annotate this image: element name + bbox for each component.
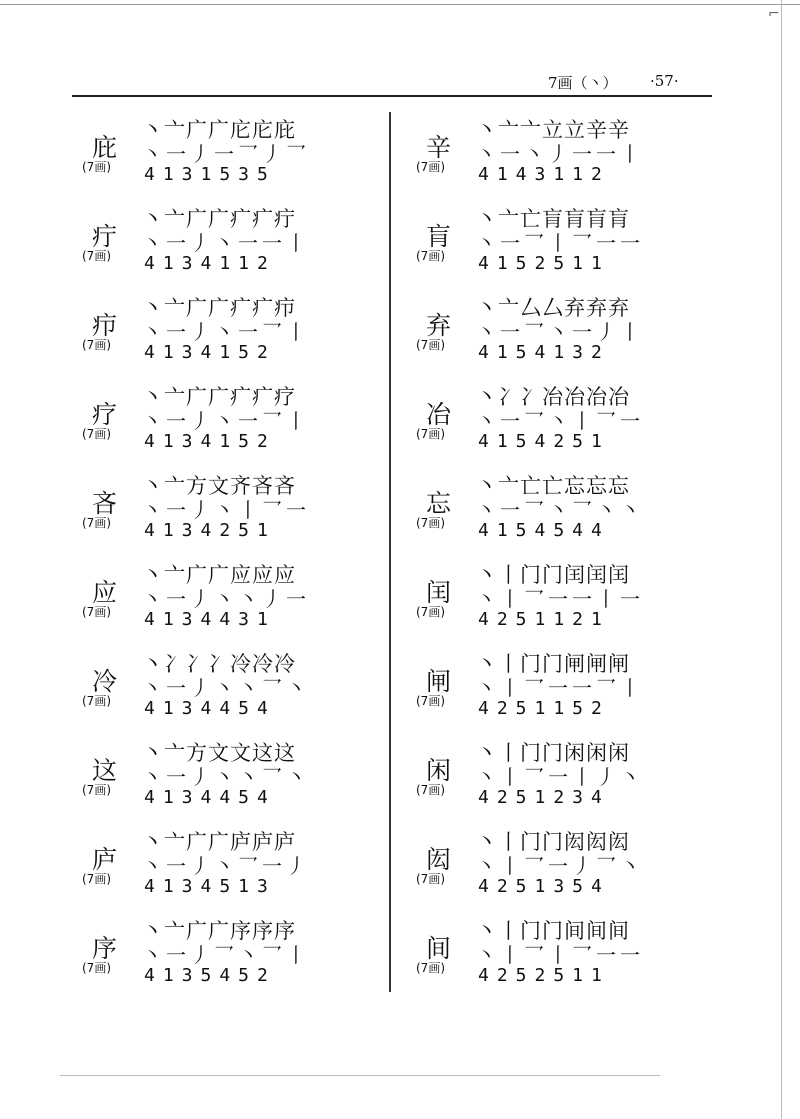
stroke-codes: 4251152 (478, 698, 610, 719)
stroke-count: (7画) (416, 249, 445, 263)
headword: 庇 (92, 133, 118, 162)
char-entry (78, 108, 378, 197)
headword: 忘 (426, 489, 452, 518)
stroke-codes: 4134251 (144, 520, 276, 541)
stroke-build-sequence: 丶丨门门闰闰闰 (476, 563, 630, 587)
stroke-codes: 4154132 (478, 342, 610, 363)
left-column (78, 108, 378, 998)
stroke-count: (7画) (82, 160, 111, 174)
stroke-shapes: 丶一丿丶一一丨 (142, 231, 310, 255)
stroke-codes: 4134454 (144, 787, 276, 808)
stroke-shapes: 丶一丿丶丶丿一 (142, 587, 310, 611)
stroke-codes: 4135452 (144, 965, 276, 986)
headword: 应 (92, 578, 118, 607)
stroke-count: (7画) (82, 872, 111, 886)
char-entry (412, 909, 712, 998)
stroke-build-sequence: 丶冫冫冫冷冷冷 (142, 652, 296, 676)
stroke-count: (7画) (416, 427, 445, 441)
stroke-count: (7画) (82, 694, 111, 708)
stroke-build-sequence: 丶丨门门闲闲闲 (476, 741, 630, 765)
stroke-codes: 4134431 (144, 609, 276, 630)
headword: 辛 (426, 133, 452, 162)
stroke-count: (7画) (416, 872, 445, 886)
stroke-build-sequence: 丶亠亠立立辛辛 (476, 118, 630, 142)
stroke-shapes: 丶一乛丶一丿丨 (476, 320, 644, 344)
stroke-codes: 4134513 (144, 876, 276, 897)
stroke-count: (7画) (82, 338, 111, 352)
stroke-shapes: 丶一丿一乛丿乛 (142, 142, 310, 166)
stroke-count: (7画) (416, 783, 445, 797)
stroke-count: (7画) (416, 694, 445, 708)
page-top-edge (0, 4, 800, 5)
stroke-build-sequence: 丶亠广广应应应 (142, 563, 296, 587)
stroke-count: (7画) (416, 338, 445, 352)
stroke-codes: 4143112 (478, 164, 610, 185)
stroke-count: (7画) (82, 427, 111, 441)
stroke-codes: 4134152 (144, 431, 276, 452)
stroke-codes: 4251354 (478, 876, 610, 897)
char-entry (78, 642, 378, 731)
char-entry (412, 464, 712, 553)
headword: 闸 (426, 667, 452, 696)
headword: 这 (92, 756, 118, 785)
char-entry (412, 375, 712, 464)
stroke-count: (7画) (416, 961, 445, 975)
headword: 疖 (92, 311, 118, 340)
stroke-shapes: 丶丨乛一一乛丨 (476, 676, 644, 700)
headword: 序 (92, 934, 118, 963)
headword: 疔 (92, 222, 118, 251)
corner-mark: ⌐ (768, 6, 780, 22)
stroke-build-sequence: 丶亠亡亡忘忘忘 (476, 474, 630, 498)
headword: 冶 (426, 400, 452, 429)
stroke-codes: 4251121 (478, 609, 610, 630)
stroke-count: (7画) (416, 605, 445, 619)
stroke-build-sequence: 丶亠广广疒疒疔 (142, 207, 296, 231)
stroke-codes: 4134112 (144, 253, 276, 274)
section-title: 7画（丶） (548, 74, 618, 92)
stroke-codes: 4134152 (144, 342, 276, 363)
stroke-codes: 4134454 (144, 698, 276, 719)
stroke-codes: 4152511 (478, 253, 610, 274)
char-entry (78, 375, 378, 464)
char-entry (412, 731, 712, 820)
stroke-shapes: 丶一乛丶乛丶丶 (476, 498, 644, 522)
header-rule (72, 95, 712, 97)
headword: 弃 (426, 311, 452, 340)
headword: 吝 (92, 489, 118, 518)
stroke-shapes: 丶一乛丶丨乛一 (476, 409, 644, 433)
stroke-build-sequence: 丶亠亡肓肓肓肓 (476, 207, 630, 231)
stroke-build-sequence: 丶亠广广庐庐庐 (142, 830, 296, 854)
stroke-codes: 4251234 (478, 787, 610, 808)
right-column (412, 108, 712, 998)
stroke-count: (7画) (82, 783, 111, 797)
stroke-build-sequence: 丶亠广广疒疒疗 (142, 385, 296, 409)
headword: 疗 (92, 400, 118, 429)
stroke-build-sequence: 丶亠广广庀庀庇 (142, 118, 296, 142)
char-entry (412, 820, 712, 909)
stroke-shapes: 丶丨乛一丨丿丶 (476, 765, 644, 789)
page-right-edge (781, 0, 782, 1119)
char-entry (78, 820, 378, 909)
headword: 闰 (426, 578, 452, 607)
stroke-codes: 4131535 (144, 164, 276, 185)
stroke-shapes: 丶一丿丶乛一丿 (142, 854, 310, 878)
char-entry (78, 197, 378, 286)
footer-rule (60, 1075, 660, 1076)
stroke-shapes: 丶一丿丶一乛丨 (142, 320, 310, 344)
stroke-codes: 4252511 (478, 965, 610, 986)
stroke-count: (7画) (82, 249, 111, 263)
char-entry (78, 553, 378, 642)
column-divider (389, 112, 391, 992)
stroke-count: (7画) (82, 961, 111, 975)
char-entry (78, 731, 378, 820)
stroke-shapes: 丶一乛丨乛一一 (476, 231, 644, 255)
headword: 庐 (92, 845, 118, 874)
headword: 冷 (92, 667, 118, 696)
stroke-shapes: 丶一丿丶丶乛丶 (142, 676, 310, 700)
char-entry (412, 286, 712, 375)
stroke-build-sequence: 丶亠厶厶弃弃弃 (476, 296, 630, 320)
stroke-shapes: 丶一丿乛丶乛丨 (142, 943, 310, 967)
stroke-shapes: 丶丨乛一一丨一 (476, 587, 644, 611)
stroke-shapes: 丶一丿丶丨乛一 (142, 498, 310, 522)
headword: 闳 (426, 845, 452, 874)
stroke-shapes: 丶一丿丶丶乛丶 (142, 765, 310, 789)
headword: 肓 (426, 222, 452, 251)
headword: 间 (426, 934, 452, 963)
page-header (0, 72, 800, 96)
stroke-shapes: 丶一丶丿一一丨 (476, 142, 644, 166)
char-entry (78, 286, 378, 375)
stroke-build-sequence: 丶亠广广疒疒疖 (142, 296, 296, 320)
stroke-shapes: 丶丨乛丨乛一一 (476, 943, 644, 967)
char-entry (78, 909, 378, 998)
stroke-count: (7画) (416, 516, 445, 530)
stroke-build-sequence: 丶亠方文齐吝吝 (142, 474, 296, 498)
stroke-build-sequence: 丶冫冫冶冶冶冶 (476, 385, 630, 409)
stroke-build-sequence: 丶丨门门闳闳闳 (476, 830, 630, 854)
char-entry (412, 108, 712, 197)
stroke-build-sequence: 丶丨门门闸闸闸 (476, 652, 630, 676)
stroke-build-sequence: 丶亠方文文这这 (142, 741, 296, 765)
char-entry (412, 197, 712, 286)
stroke-codes: 4154251 (478, 431, 610, 452)
stroke-count: (7画) (82, 516, 111, 530)
char-entry (78, 464, 378, 553)
stroke-count: (7画) (82, 605, 111, 619)
stroke-shapes: 丶一丿丶一乛丨 (142, 409, 310, 433)
stroke-build-sequence: 丶丨门门间间间 (476, 919, 630, 943)
stroke-codes: 4154544 (478, 520, 610, 541)
char-entry (412, 553, 712, 642)
headword: 闲 (426, 756, 452, 785)
char-entry (412, 642, 712, 731)
stroke-build-sequence: 丶亠广广序序序 (142, 919, 296, 943)
stroke-shapes: 丶丨乛一丿乛丶 (476, 854, 644, 878)
page-number: ·57· (650, 72, 679, 90)
stroke-count: (7画) (416, 160, 445, 174)
